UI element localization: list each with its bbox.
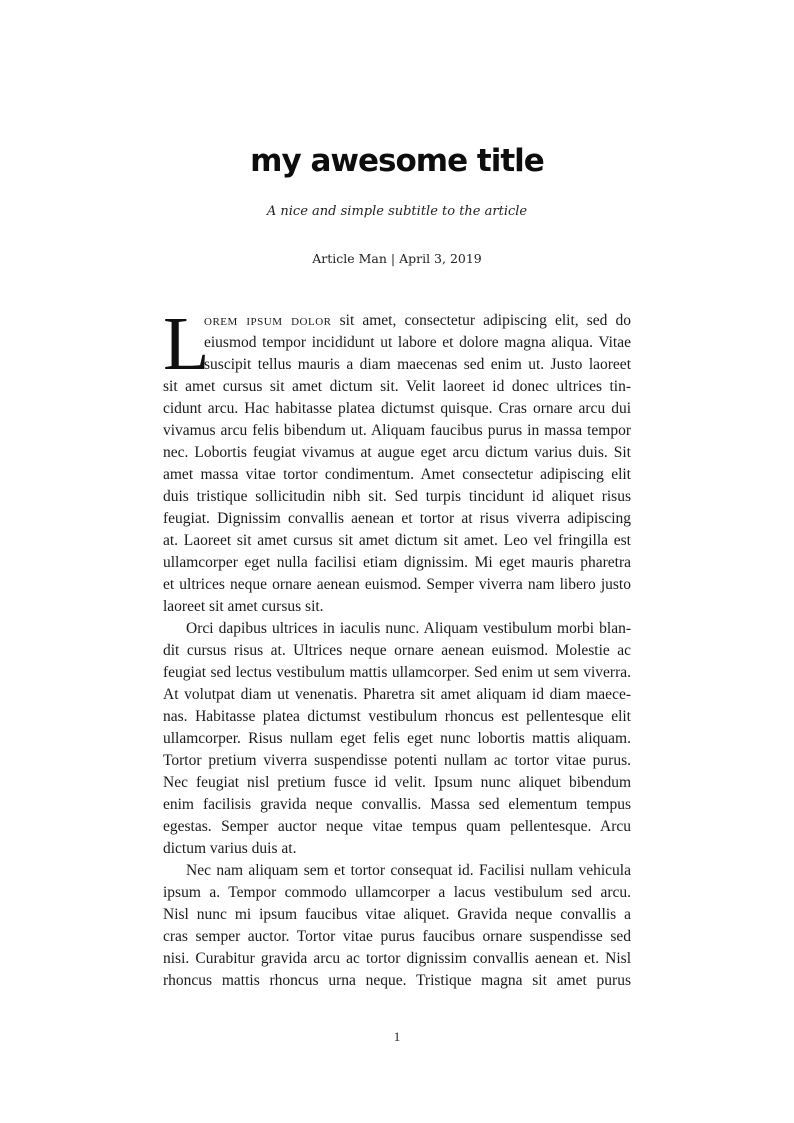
body-line: sit amet cursus sit amet dictum sit. Velit laoreet id donec ultrices tin- [163, 378, 631, 395]
body-line: At volutpat diam ut venenatis. Pharetra sit amet aliquam id diam maece- [163, 686, 631, 703]
body-line: duis tristique sollicitudin nibh sit. Sed turpis tincidunt id aliquet risus [163, 488, 631, 505]
body-line: orem ipsum dolor sit amet, consectetur adipiscing elit, sed do [204, 312, 631, 329]
body-line: at. Laoreet sit amet cursus sit amet dictum sit amet. Leo vel fringilla est [163, 532, 631, 549]
body-line: rhoncus mattis rhoncus urna neque. Tristique magna sit amet purus [163, 972, 631, 989]
article-byline: Article Man | April 3, 2019 [312, 251, 482, 266]
article-body [163, 302, 631, 992]
body-line: dit cursus risus at. Ultrices neque ornare aenean euismod. Molestie ac [163, 642, 631, 659]
paragraph-1 [163, 302, 631, 618]
body-line: feugiat. Dignissim convallis aenean et tortor at risus viverra adipiscing [163, 510, 631, 527]
body-line: cidunt arcu. Hac habitasse platea dictumst quisque. Cras ornare arcu dui [163, 400, 631, 417]
article-subtitle: A nice and simple subtitle to the article [266, 204, 528, 219]
body-line: Tortor pretium viverra suspendisse potenti nullam ac tortor vitae purus. [163, 752, 631, 769]
body-line: Nec feugiat nisl pretium fusce id velit. Ipsum nunc aliquet bibendum [163, 774, 631, 791]
page-number: 1 [393, 1029, 401, 1044]
body-line: feugiat sed lectus vestibulum mattis ullamcorper. Sed enim ut sem viverra. [163, 664, 631, 681]
body-line: nec. Lobortis feugiat vivamus at augue eget arcu dictum varius duis. Sit [163, 444, 631, 461]
body-line: nas. Habitasse platea dictumst vestibulum rhoncus est pellentesque elit [163, 708, 631, 725]
article-title: my awesome title [250, 143, 544, 179]
body-line: Orci dapibus ultrices in iaculis nunc. Aliquam vestibulum morbi blan- [186, 620, 631, 637]
body-line: nisi. Curabitur gravida arcu ac tortor dignissim convallis aenean et. Nisl [163, 950, 631, 967]
body-line: eiusmod tempor incididunt ut labore et dolore magna aliqua. Vitae [204, 334, 631, 351]
body-line: ipsum a. Tempor commodo ullamcorper a lacus vestibulum sed arcu. [163, 884, 631, 901]
drop-cap: L [163, 302, 210, 386]
body-line: laoreet sit amet cursus sit. [163, 598, 324, 615]
paragraph-2 [163, 618, 631, 860]
body-line: suscipit tellus mauris a diam maecenas sed enim ut. Justo laoreet [204, 356, 631, 373]
body-line: et ultrices neque ornare aenean euismod. Semper viverra nam libero justo [163, 576, 631, 593]
body-line: enim facilisis gravida neque convallis. Massa sed elementum tempus [163, 796, 631, 813]
body-line: dictum varius duis at. [163, 840, 297, 857]
body-line: Nec nam aliquam sem et tortor consequat id. Facilisi nullam vehicula [186, 862, 631, 879]
body-line: cras semper auctor. Tortor vitae purus faucibus ornare suspendisse sed [163, 928, 631, 945]
body-line: Nisl nunc mi ipsum faucibus vitae aliquet. Gravida neque convallis a [163, 906, 631, 923]
body-line: ullamcorper. Risus nullam eget felis eget nunc lobortis mattis aliquam. [163, 730, 631, 747]
lead-smallcaps: orem ipsum dolor [204, 312, 332, 329]
body-line: amet massa vitae tortor condimentum. Amet consectetur adipiscing elit [163, 466, 631, 483]
body-line: vivamus arcu felis bibendum ut. Aliquam faucibus purus in massa tempor [163, 422, 631, 439]
paragraph-3 [163, 860, 631, 992]
body-line: egestas. Semper auctor neque vitae tempus quam pellentesque. Arcu [163, 818, 631, 835]
body-line: ullamcorper eget nulla facilisi etiam dignissim. Mi eget mauris pharetra [163, 554, 631, 571]
